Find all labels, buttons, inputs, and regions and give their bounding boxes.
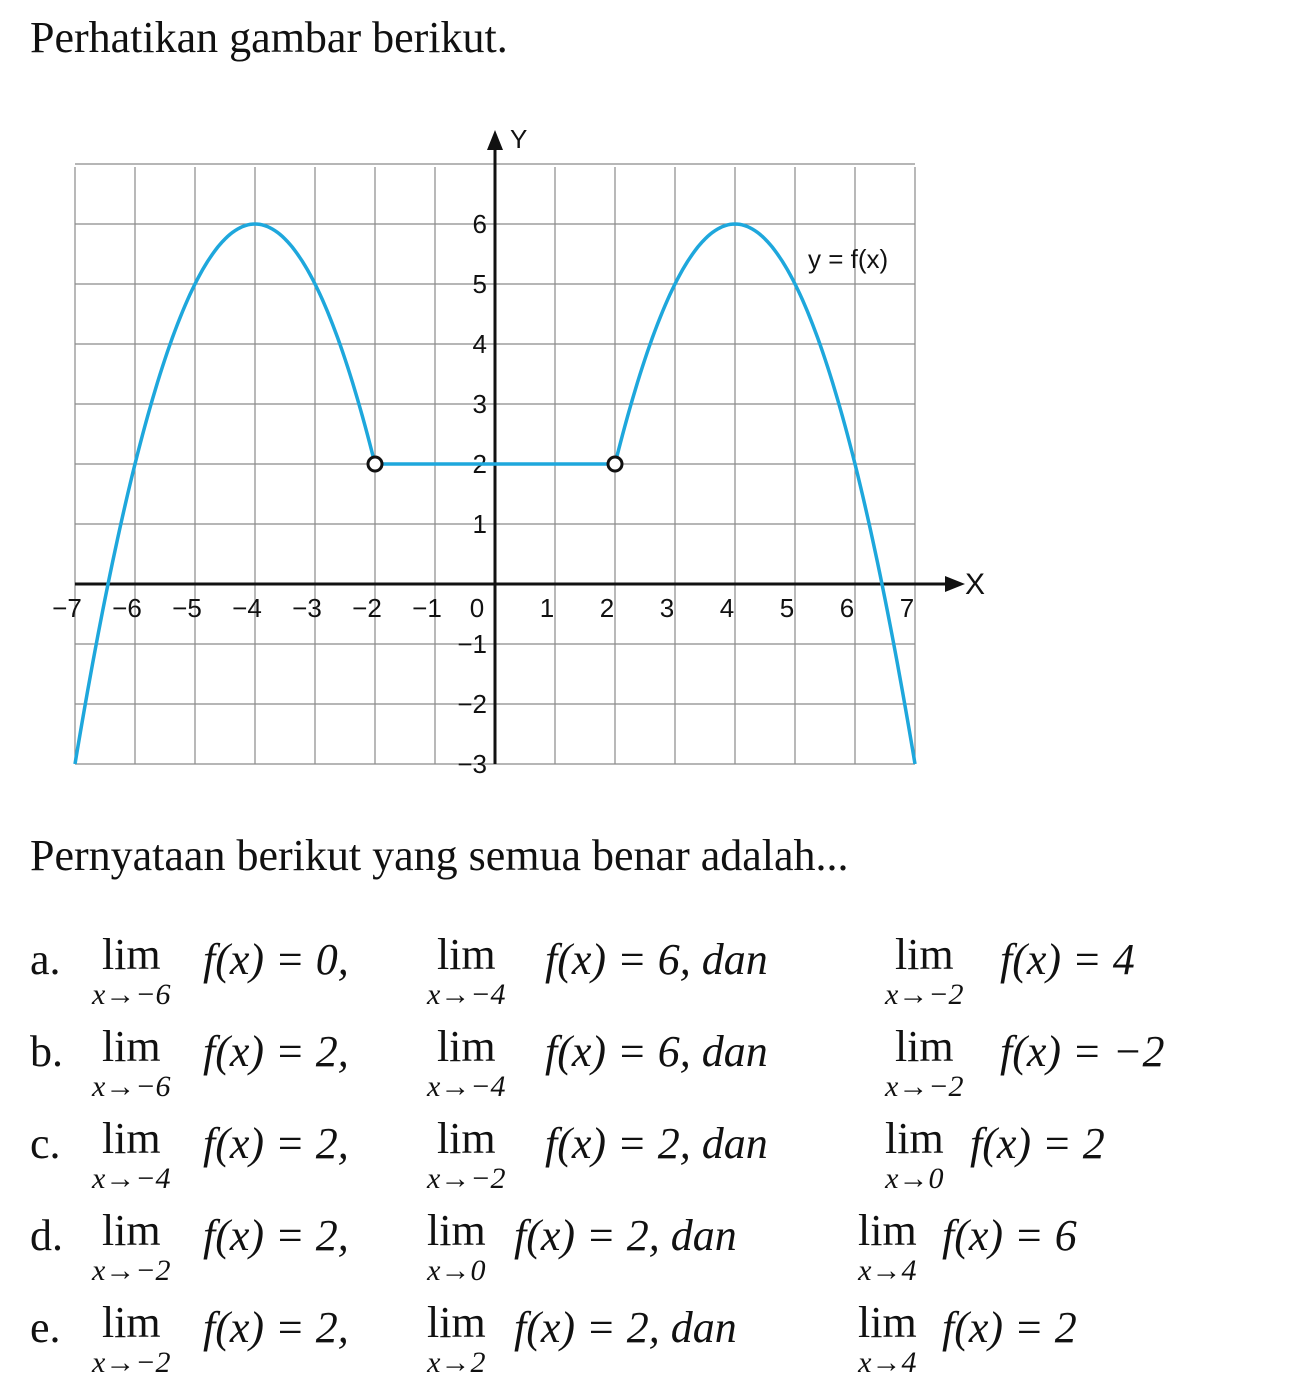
limit-expression: f(x) = 2, dan <box>514 1211 737 1260</box>
curve-segment <box>75 224 375 764</box>
lim-word: lim <box>894 1022 954 1071</box>
limit-expression: f(x) = −2 <box>1000 1027 1165 1076</box>
limit-operator <box>858 1206 917 1286</box>
limit-operator <box>885 1022 964 1102</box>
lim-subscript: x→−2 <box>885 978 964 1011</box>
limit-expression: f(x) = 6, dan <box>545 1027 768 1076</box>
lim-subscript: x→−2 <box>885 1070 964 1103</box>
x-axis-label: X <box>965 568 986 601</box>
limit-operator <box>92 1206 171 1286</box>
option-letter: d. <box>30 1211 63 1260</box>
x-tick-label: 7 <box>899 593 915 623</box>
x-tick-label: −7 <box>52 593 82 623</box>
x-axis-arrow <box>945 576 965 592</box>
lim-subscript: x→4 <box>858 1346 917 1379</box>
lim-word: lim <box>436 1022 496 1071</box>
lim-word: lim <box>436 930 496 979</box>
lim-word: lim <box>427 1206 486 1255</box>
option-letter: e. <box>30 1303 61 1352</box>
limit-expression: f(x) = 6, dan <box>545 935 768 984</box>
curve-segment <box>615 224 915 764</box>
lim-word: lim <box>101 930 161 979</box>
limit-operator <box>92 1022 171 1102</box>
y-tick-label: 1 <box>472 509 487 539</box>
limit-expression: f(x) = 2, dan <box>545 1119 768 1168</box>
option-a[interactable] <box>30 930 1290 1026</box>
lim-subscript: x→−6 <box>92 978 171 1011</box>
y-tick-label: 2 <box>472 449 487 479</box>
limit-operator <box>427 1022 506 1102</box>
limit-operator <box>858 1298 917 1378</box>
limit-expression: f(x) = 2 <box>970 1119 1105 1168</box>
open-point <box>608 457 622 471</box>
limit-operator <box>427 1298 486 1378</box>
limit-expression: f(x) = 2, dan <box>514 1303 737 1352</box>
question-text: Pernyataan berikut yang semua benar adalah... <box>30 831 849 880</box>
y-tick-label: 4 <box>472 329 487 359</box>
x-tick-label: −5 <box>172 593 202 623</box>
lim-subscript: x→−2 <box>92 1254 171 1287</box>
limit-operator <box>885 930 964 1010</box>
lim-subscript: x→4 <box>858 1254 917 1287</box>
limit-expression: f(x) = 2, <box>203 1027 349 1076</box>
lim-subscript: x→0 <box>885 1162 944 1195</box>
x-tick-label: −4 <box>232 593 262 623</box>
lim-subscript: x→0 <box>427 1254 486 1287</box>
lim-word: lim <box>101 1022 161 1071</box>
option-e[interactable] <box>30 1298 1290 1394</box>
lim-subscript: x→−4 <box>427 1070 506 1103</box>
lim-subscript: x→−6 <box>92 1070 171 1103</box>
x-tick-label: 0 <box>469 593 485 623</box>
option-letter: c. <box>30 1119 61 1168</box>
limit-operator <box>427 1114 506 1194</box>
lim-word: lim <box>858 1206 917 1255</box>
function-graph <box>0 100 1000 790</box>
y-tick-label: 6 <box>472 209 487 239</box>
limit-operator <box>92 1298 171 1378</box>
lim-word: lim <box>101 1298 161 1347</box>
lim-word: lim <box>436 1114 496 1163</box>
lim-word: lim <box>894 930 954 979</box>
limit-operator <box>427 1206 486 1286</box>
lim-subscript: x→−2 <box>92 1346 171 1379</box>
curve-label: y = f(x) <box>808 244 889 274</box>
lim-subscript: x→−4 <box>427 978 506 1011</box>
lim-word: lim <box>427 1298 486 1347</box>
x-tick-label: 1 <box>539 593 555 623</box>
y-tick-label: −1 <box>457 629 487 659</box>
lim-word: lim <box>858 1298 917 1347</box>
lim-word: lim <box>101 1114 161 1163</box>
tick-labels <box>52 209 914 779</box>
limit-operator <box>885 1114 944 1194</box>
x-tick-label: 5 <box>779 593 795 623</box>
page-title: Perhatikan gambar berikut. <box>30 13 508 62</box>
limit-operator <box>427 930 506 1010</box>
limit-expression: f(x) = 2, <box>203 1303 349 1352</box>
y-tick-label: 3 <box>472 389 487 419</box>
limit-expression: f(x) = 4 <box>1000 935 1135 984</box>
x-tick-label: −2 <box>352 593 382 623</box>
limit-expression: f(x) = 6 <box>942 1211 1077 1260</box>
x-tick-label: 4 <box>719 593 735 623</box>
option-d[interactable] <box>30 1206 1290 1302</box>
y-axis-arrow <box>487 130 503 150</box>
lim-word: lim <box>101 1206 161 1255</box>
lim-word: lim <box>885 1114 944 1163</box>
y-tick-label: −2 <box>457 689 487 719</box>
limit-expression: f(x) = 2, <box>203 1211 349 1260</box>
limit-expression: f(x) = 2 <box>942 1303 1077 1352</box>
option-c[interactable] <box>30 1114 1290 1210</box>
x-tick-label: 6 <box>839 593 855 623</box>
axes <box>75 130 965 764</box>
y-axis-label: Y <box>510 124 528 154</box>
x-tick-label: −3 <box>292 593 322 623</box>
limit-expression: f(x) = 2, <box>203 1119 349 1168</box>
option-letter: a. <box>30 935 61 984</box>
limit-operator <box>92 1114 171 1194</box>
option-b[interactable] <box>30 1022 1290 1118</box>
x-tick-label: 3 <box>659 593 675 623</box>
x-tick-label: −6 <box>112 593 142 623</box>
lim-subscript: x→2 <box>427 1346 486 1379</box>
y-tick-label: 5 <box>472 269 487 299</box>
lim-subscript: x→−2 <box>427 1162 506 1195</box>
lim-subscript: x→−4 <box>92 1162 171 1195</box>
limit-operator <box>92 930 171 1010</box>
x-tick-label: −1 <box>412 593 442 623</box>
open-point <box>368 457 382 471</box>
limit-expression: f(x) = 0, <box>203 935 349 984</box>
x-tick-label: 2 <box>599 593 615 623</box>
option-letter: b. <box>30 1027 63 1076</box>
y-tick-label: −3 <box>457 749 487 779</box>
